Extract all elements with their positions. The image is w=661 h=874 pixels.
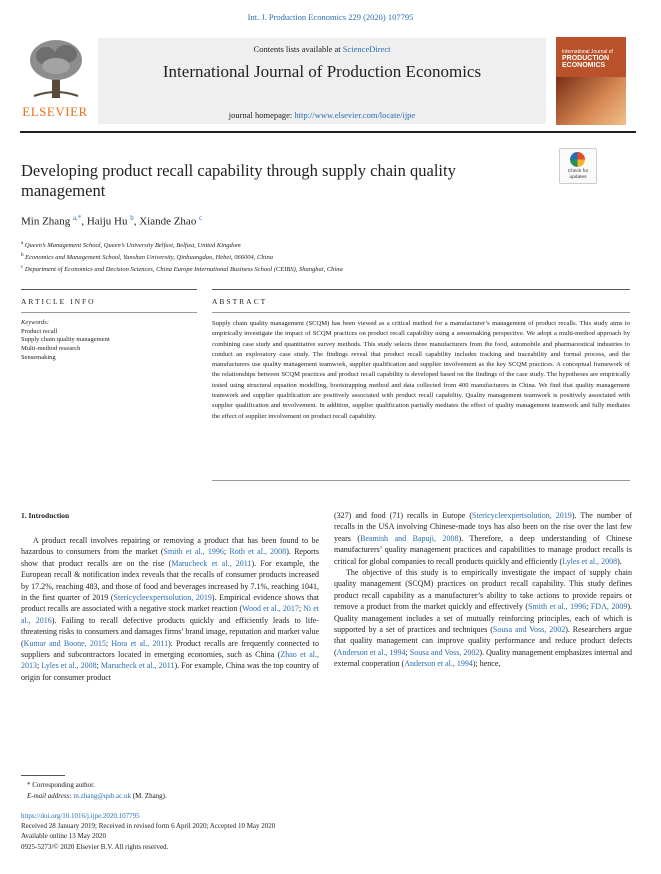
text-run: ). For example, the European recall & notification index reveals that the recalls of consumer products increased by 17.2%, reaching 483, and those of food and beverages increased by 7.1%, reaching 1041, in the first quarter of 2019 ( xyxy=(21,558,319,603)
text-run: ). Researchers argue that quality management can improve quality performance and reduce product defects ( xyxy=(334,625,632,657)
text-run: ; xyxy=(405,647,410,657)
citation-link[interactable]: Smith et al., 1996 xyxy=(528,602,587,612)
body-column-left xyxy=(21,535,319,683)
text-run: ). Empirical evidence shows that product recalls are associated with a negative stock market reaction ( xyxy=(21,593,319,614)
journal-cover[interactable] xyxy=(556,37,626,125)
text-run: ). Quality management emphasizes internal and external cooperation ( xyxy=(334,647,633,669)
text-run: ); hence, xyxy=(472,659,501,669)
text-run: ; xyxy=(96,661,101,671)
journal-masthead xyxy=(20,33,636,128)
citation-link[interactable]: Wood et al., 2017 xyxy=(242,604,299,614)
citation-link[interactable]: FDA, 2009 xyxy=(590,602,628,612)
text-run: A product recall involves repairing or removing a product that has been found to be hazardous to consumers from the market ( xyxy=(21,536,319,557)
received-dates: Received 28 January 2019; Received in revised form 6 April 2020; Accepted 10 May 2020 xyxy=(21,822,276,831)
keywords-label: Keywords: xyxy=(21,319,49,326)
affiliation: $^b$ Economics and Management School, Yanshan University, Qinhuangdao, Hebei, 066004, China xyxy=(21,253,273,262)
text-run: ). Therefore, a deep understanding of Chinese manufacturers’ quality management practices and capabilities to manage product recalls is critical for global companies to recall products quickly and efficiently ( xyxy=(334,533,633,566)
email-label: E-mail address: xyxy=(27,791,74,800)
citation-link[interactable]: Roth et al., 2008 xyxy=(229,547,287,557)
divider xyxy=(21,289,197,290)
paragraph xyxy=(334,567,632,670)
citation-link[interactable]: Stericycleexpertsolution, 2019 xyxy=(472,511,572,520)
citation-link[interactable]: Kumar and Boone, 2015 xyxy=(23,638,106,648)
text-run: ). Failing to recall defective products quickly and efficiently leads to life-threatening risks to consumers and damages firms’ brand image, reputation and market value ( xyxy=(21,615,320,648)
affiliation: $^a$ Queen’s Management School, Queen’s University Belfast, Belfast, United Kingdom xyxy=(21,241,241,250)
corresponding-author-note: * Corresponding author. xyxy=(27,781,95,789)
copyright: 0925-5273/© 2020 Elsevier B.V. All rights reserved. xyxy=(21,842,169,851)
section-heading: 1. Introduction xyxy=(21,511,70,520)
abstract-heading: ABSTRACT xyxy=(212,297,268,306)
citation-link[interactable]: Sousa and Voss, 2002 xyxy=(492,625,566,635)
citation-link[interactable]: Anderson et al., 1994 xyxy=(404,659,473,669)
text-run: (327) and food (71) recalls in Europe ( xyxy=(334,511,473,520)
affiliation: $^c$ Department of Economics and Decision Sciences, China Europe International Business School (CEIBS), Shanghai, China xyxy=(21,265,343,274)
author-name[interactable]: Min Zhang xyxy=(21,215,71,228)
divider xyxy=(212,312,630,313)
abstract-text: Supply chain quality management (SCQM) has been viewed as a critical method for a manufacturer’s management of product recalls. This study aims to empirically investigate the impact of SCQM practices on product recall capability using a sensemaking perspective. We adopt a multi-method approach by combining case study and quantitative survey methods. This study selects three manufacturers from the food, automobile and pharmaceutical industries to conduct an exploratory case study. The findings reveal that product recall capability includes tracking and traceability and formal process, and the manufacturers use quality management teamwork, supplier qualification and supplier involvement as the key SCQM practices. A conceptual framework of the relationships between SCQM practices and product recall capability is developed based on the findings of the case study. The hypotheses are empirically tested using structural equation modelling, bootstrapping method and data collected from 400 manufacturers in China. We find that quality management teamwork and supplier qualification are positively associated with product recall capability. Quality management teamwork is positively associated with supplier qualification and involvement. In addition, supplier qualification partially mediates the effect of quality management teamwork and fully mediates the effect of supplier involvement on product recall capability. xyxy=(212,320,630,420)
contents-line xyxy=(98,44,546,54)
divider xyxy=(212,480,630,481)
keyword: Product recall xyxy=(21,327,58,335)
tree-icon xyxy=(28,38,84,98)
citation-link[interactable]: Smith et al., 1996 xyxy=(163,547,224,557)
journal-homepage xyxy=(98,110,546,120)
author-name[interactable]: Haiju Hu xyxy=(86,215,128,228)
text-run: ; xyxy=(37,661,42,671)
email-line xyxy=(27,791,167,802)
text-run: ). Quality management includes a set of mutually reinforcing principles, each of which is supported by a set of practices and techniques ( xyxy=(334,602,632,635)
text-run: ). Reports show that product recalls are on the rise ( xyxy=(21,547,319,568)
online-date: Available online 13 May 2020 xyxy=(21,832,107,841)
elsevier-logo[interactable] xyxy=(20,38,90,124)
text-run: ). For example, China was the top country of origin for consumer product xyxy=(21,661,319,682)
citation-link[interactable]: Marucheck et al., 2011 xyxy=(171,558,252,568)
check-updates-icon xyxy=(570,152,585,167)
citation-link[interactable]: Lyles et al., 2008 xyxy=(41,661,97,671)
footnote-divider xyxy=(21,775,65,776)
text-run: ; xyxy=(223,547,230,557)
journal-citation[interactable]: Int. J. Production Economics 229 (2020) 107795 xyxy=(247,12,414,22)
cover-image xyxy=(556,77,626,125)
text-run: ). xyxy=(617,556,622,566)
citation-link[interactable]: Anderson et al., 1994 xyxy=(336,647,406,657)
divider xyxy=(212,289,630,290)
body-column-right xyxy=(334,510,632,670)
author-affil-marker[interactable]: c xyxy=(199,214,203,222)
citation-link[interactable]: Marucheck et al., 2011 xyxy=(100,661,175,671)
article-history xyxy=(21,811,275,852)
citation-link[interactable]: Stericycleexpertsolution, 2019 xyxy=(113,593,212,603)
keyword: Supply chain quality management xyxy=(21,336,110,344)
sciencedirect-link[interactable]: ScienceDirect xyxy=(342,44,391,54)
author-affil-marker[interactable]: b xyxy=(130,214,134,222)
paragraph xyxy=(21,535,319,683)
check-for-updates-button[interactable] xyxy=(559,148,597,184)
author-list: Min Zhang $^{a,*}$, Haiju Hu $^b$, Xiande Zhao $^c$ xyxy=(21,214,203,228)
publisher-name: ELSEVIER xyxy=(22,104,88,119)
text-run: ; xyxy=(586,602,591,612)
citation-link[interactable]: Lyles et al., 2008 xyxy=(562,556,618,566)
citation-link[interactable]: Zhao et al., 2013 xyxy=(21,650,319,671)
paragraph xyxy=(334,510,632,567)
divider xyxy=(21,312,197,313)
cover-title: PRODUCTION ECONOMICS xyxy=(562,55,610,69)
email-link[interactable]: m.zhang@qub.ac.uk xyxy=(73,791,131,800)
article-info-heading: ARTICLE INFO xyxy=(21,297,96,306)
citation-link[interactable]: Hora et al., 2011 xyxy=(111,638,169,648)
check-updates-label: Check for updates xyxy=(567,169,589,180)
author-affil-marker[interactable]: a,* xyxy=(72,214,82,222)
article-title: Developing product recall capability through supply chain quality management xyxy=(21,161,456,200)
citation-link[interactable]: Sousa and Voss, 2002 xyxy=(409,647,480,657)
keyword: Sensemaking xyxy=(21,353,56,361)
cover-label: International Journal of xyxy=(562,49,613,55)
citation-link[interactable]: Ni et al., 2016 xyxy=(21,604,319,625)
contents-prefix: Contents lists available at xyxy=(253,44,343,54)
text-run: ; xyxy=(298,604,304,614)
text-run: ; xyxy=(105,638,112,648)
affiliation-list xyxy=(21,239,343,275)
text-run: The objective of this study is to empirically investigate the impact of supply chain quality management (SCQM) practices on product recall capability. This study defines product recall capability as a manufacturer’s ability to take actions to provide repairs or remove a product from the market quickly and effectively ( xyxy=(334,568,632,612)
citation-link[interactable]: Beamish and Bapuji, 2008 xyxy=(360,533,459,543)
keywords-block xyxy=(21,319,110,363)
text-run: ). Product recalls are frequently connected to suppliers and subcontractors located in emerging economies, such as China ( xyxy=(21,638,319,660)
journal-banner xyxy=(98,38,546,124)
doi-link[interactable]: https://doi.org/10.1016/j.ijpe.2020.107795 xyxy=(21,812,140,820)
journal-title: International Journal of Production Economics xyxy=(162,62,482,81)
footnote xyxy=(27,780,167,801)
masthead-divider xyxy=(20,131,636,133)
text-run: ). The number of recalls in the USA involving Chinese-made toys has also been on the rise over the last few years ( xyxy=(334,511,632,543)
homepage-link[interactable]: http://www.elsevier.com/locate/ijpe xyxy=(294,110,416,120)
homepage-prefix: journal homepage: xyxy=(228,110,295,120)
keyword: Multi-method research xyxy=(21,345,81,353)
email-suffix: (M. Zhang). xyxy=(130,791,167,800)
author-name[interactable]: Xiande Zhao xyxy=(139,215,197,228)
